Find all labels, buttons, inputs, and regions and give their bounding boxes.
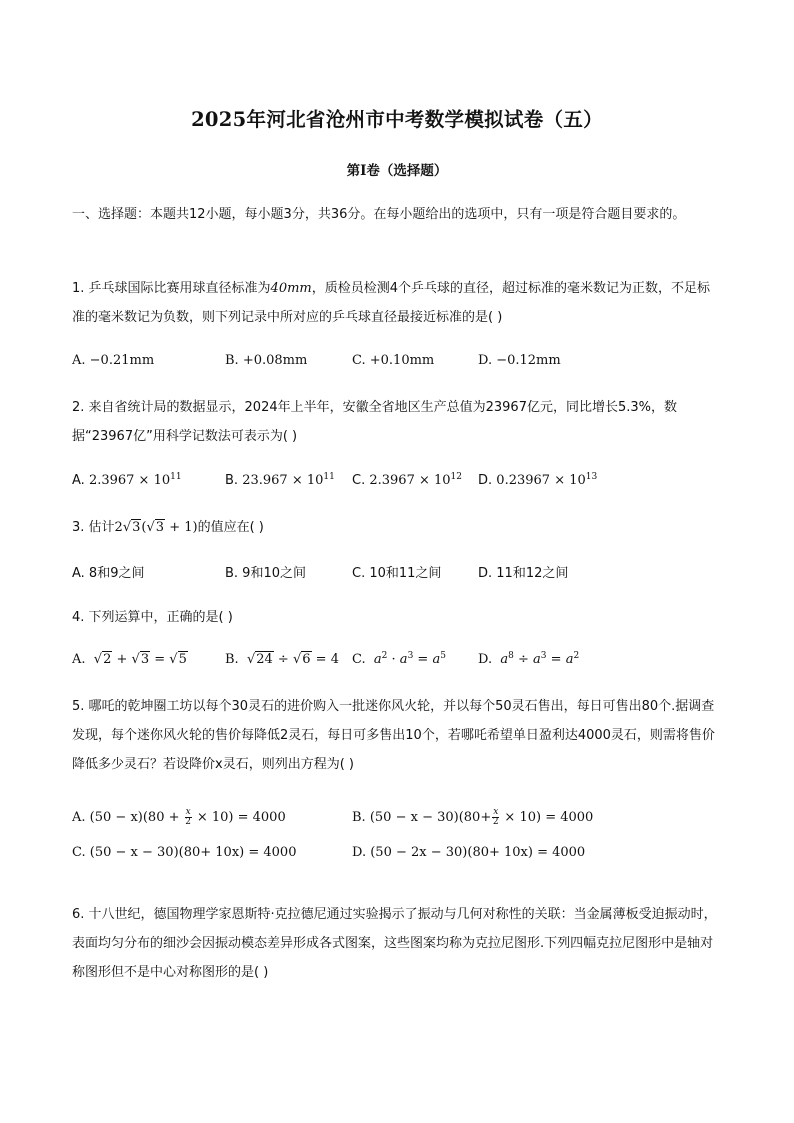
q2-option-a-label: A. xyxy=(72,473,85,488)
q2-option-d-base: 0.23967 × 10 xyxy=(496,473,586,488)
q5-option-c[interactable] xyxy=(72,845,296,860)
q1-option-d[interactable]: D. −0.12mm xyxy=(478,353,561,368)
question-3-stem xyxy=(72,513,722,542)
q3-stem-part-a: 3. 估计 xyxy=(72,520,115,535)
q5-b-fraction xyxy=(492,808,499,827)
q4-a-radicand-3: 5 xyxy=(178,652,187,667)
q3-expr-radicand-2: 3 xyxy=(155,520,165,535)
q4-option-b-label: B. xyxy=(225,652,239,667)
q4-a-plus: + xyxy=(112,652,132,667)
q5-a-fraction xyxy=(185,808,192,827)
q4-d-divide: ÷ xyxy=(513,652,534,667)
question-2-stem: 2. 来自省统计局的数据显示，2024年上半年，安徽全省地区生产总值为23967亿元，同比增长5.3%，数据“23967亿”用科学记数法可表示为( ) xyxy=(72,400,678,444)
q4-c-exp-2: 3 xyxy=(407,651,414,661)
q4-option-b[interactable]: B. √24 ÷ √6 = 4 xyxy=(225,652,339,667)
q4-option-d-label: D. xyxy=(478,652,493,667)
q2-option-c[interactable] xyxy=(352,473,462,488)
q4-c-term-3: a xyxy=(432,652,441,667)
question-3-options xyxy=(72,562,732,584)
question-5-options-row-2 xyxy=(72,845,732,867)
section-subtitle: 第I卷（选择题） xyxy=(346,163,448,179)
q2-option-b-base: 23.967 × 10 xyxy=(242,473,324,488)
q1-option-c[interactable]: C. +0.10mm xyxy=(352,353,435,368)
question-5-stem: 5. 哪吒的乾坤圈工坊以每个30灵石的进价购入一批迷你风火轮，并以每个50灵石售出，每日可售出80个.据调查发现，每个迷你风火轮的售价每降低2灵石，每日可多售出10个，若哪吒希望单日盈利达4000灵石，则需将售价降低多少灵石？若设降价x灵石，则列出方程为( ) xyxy=(72,699,715,772)
q4-b-equals: = 4 xyxy=(311,652,339,667)
q2-option-d-exp: 13 xyxy=(585,472,598,482)
q2-option-a[interactable] xyxy=(72,473,182,488)
q3-option-b[interactable]: B. 9和10之间 xyxy=(225,566,306,581)
q3-option-a[interactable]: A. 8和9之间 xyxy=(72,566,145,581)
question-4-options xyxy=(72,652,732,674)
q3-expr-coef: 2 xyxy=(114,520,123,535)
q3-stem-part-b: 的值应在( ) xyxy=(197,520,264,535)
q4-d-term-1: a xyxy=(500,652,509,667)
q4-d-term-2: a xyxy=(533,652,541,667)
q2-option-a-base: 2.3967 × 10 xyxy=(88,473,171,488)
question-2-options xyxy=(72,473,732,495)
page-title: 2025年河北省沧州市中考数学模拟试卷（五） xyxy=(191,108,603,131)
question-6-stem: 6. 十八世纪，德国物理学家恩斯特·克拉德尼通过实验揭示了振动与几何对称性的关联：当金属薄板受迫振动时，表面均匀分布的细沙会因振动模态差异形成各式图案，这些图案均称为克拉尼图形.下列四幅克拉尼图形中是轴对称图形但不是中心对称图形的是( ) xyxy=(72,907,717,980)
q4-option-c-label: C. xyxy=(352,652,366,667)
question-1-options xyxy=(72,353,732,375)
q4-d-exp-2: 3 xyxy=(540,651,547,661)
q1-stem-part-b: ，质检员检测4个乒乓球的直径，超过标准的毫米数记为正数，不足标准的毫米数记为负数，则下列记录中所对应的乒乓球直径最接近标准的是( ) xyxy=(72,281,711,325)
q1-option-a[interactable]: A. −0.21mm xyxy=(72,353,155,368)
q5-b-denominator: 2 xyxy=(492,817,499,827)
q5-b-expr-pre: (50 − x − 30)(80+ xyxy=(369,810,492,825)
q2-option-c-base: 2.3967 × 10 xyxy=(369,473,451,488)
q4-d-exp-1: 8 xyxy=(508,651,514,661)
q4-a-radicand-2: 3 xyxy=(140,652,150,667)
q3-expr-radicand-1: 3 xyxy=(132,520,141,535)
q4-c-dot: · xyxy=(387,652,400,667)
q4-b-radicand-2: 6 xyxy=(302,652,311,667)
q5-b-numerator: x xyxy=(493,807,499,817)
q2-option-b[interactable] xyxy=(225,473,335,488)
q4-c-term-2: a xyxy=(399,652,408,667)
q5-option-a-label: A. xyxy=(72,810,86,825)
q3-option-c[interactable]: C. 10和11之间 xyxy=(352,566,442,581)
q4-option-c[interactable] xyxy=(352,652,446,667)
q2-option-c-exp: 12 xyxy=(450,472,462,482)
q5-a-expr-post: × 10) = 4000 xyxy=(192,810,286,825)
q2-option-c-label: C. xyxy=(352,473,366,488)
q5-option-b[interactable] xyxy=(352,808,593,827)
q3-option-d[interactable]: D. 11和12之间 xyxy=(478,566,569,581)
q4-c-exp-1: 2 xyxy=(381,651,388,661)
q4-a-equals: = xyxy=(150,652,170,667)
q4-a-radicand-1: 2 xyxy=(103,652,112,667)
section-intro: 一、选择题：本题共12小题，每小题3分，共36分。在每小题给出的选项中，只有一项是符合题目要求的。 xyxy=(72,207,686,222)
q5-option-b-label: B. xyxy=(352,810,366,825)
q5-c-expr: (50 − x − 30)(80+ 10x) = 4000 xyxy=(89,845,297,860)
q4-option-a[interactable]: A. √2 + √3 = √5 xyxy=(72,652,187,667)
q1-option-b[interactable]: B. +0.08mm xyxy=(225,353,308,368)
q3-expression: 2√3(√3 + 1) xyxy=(114,520,198,535)
q5-option-c-label: C. xyxy=(72,845,86,860)
q2-option-a-exp: 11 xyxy=(170,472,182,482)
q5-a-numerator: x xyxy=(185,807,191,817)
q2-option-b-label: B. xyxy=(225,473,239,488)
q2-option-d-label: D. xyxy=(478,473,493,488)
q4-d-equals: = xyxy=(546,652,566,667)
q2-option-d[interactable] xyxy=(478,473,597,488)
q3-expr-open-paren: ( xyxy=(141,520,147,535)
q4-b-divide: ÷ xyxy=(273,652,293,667)
q5-b-expr-post: × 10) = 4000 xyxy=(500,810,594,825)
q5-option-d-label: D. xyxy=(352,845,367,860)
q5-a-denominator: 2 xyxy=(185,817,192,827)
q5-option-d[interactable] xyxy=(352,845,585,860)
q2-option-b-exp: 11 xyxy=(323,472,335,482)
q1-stem-part-a: 1. 乒乓球国际比赛用球直径标准为 xyxy=(72,281,271,296)
q1-stem-number: 40mm xyxy=(270,281,312,296)
q4-d-exp-3: 2 xyxy=(573,651,580,661)
question-5-options-row-1 xyxy=(72,808,732,830)
q3-expr-tail: + 1) xyxy=(165,520,198,535)
question-4-stem: 4. 下列运算中，正确的是( ) xyxy=(72,610,233,625)
q4-c-exp-3: 5 xyxy=(440,651,446,661)
q5-a-expr-pre: (50 − x)(80 + xyxy=(89,810,184,825)
q5-option-a[interactable] xyxy=(72,808,286,827)
q4-option-a-label: A. xyxy=(72,652,86,667)
q4-option-d[interactable] xyxy=(478,652,579,667)
q5-d-expr: (50 − 2x − 30)(80+ 10x) = 4000 xyxy=(370,845,586,860)
q4-b-radicand-1: 24 xyxy=(256,652,273,667)
q4-d-term-3: a xyxy=(565,652,574,667)
q4-c-equals: = xyxy=(413,652,433,667)
q4-c-term-1: a xyxy=(373,652,382,667)
question-1-stem xyxy=(72,274,722,332)
